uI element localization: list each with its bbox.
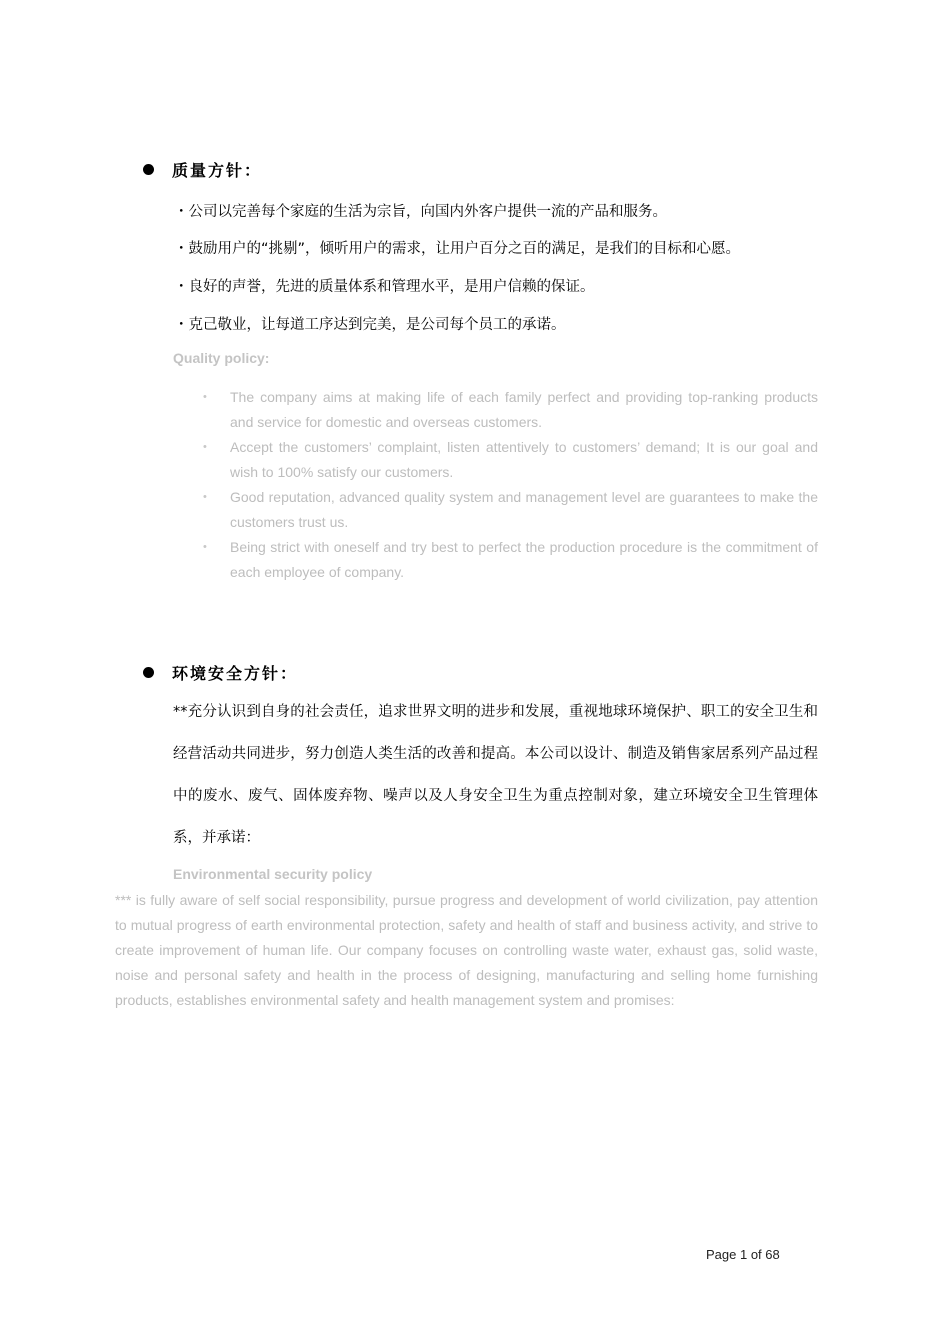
bullet-dot-icon <box>143 164 154 175</box>
quality-cn-line-4: ・克己敬业，让每道工序达到完美，是公司每个员工的承诺。 <box>174 317 566 333</box>
list-item <box>203 535 818 585</box>
quality-cn-line-2: ・鼓励用户的“挑剔”，倾听用户的需求，让用户百分之百的满足，是我们的目标和心愿。 <box>174 241 741 257</box>
small-bullet-icon: • <box>203 441 207 453</box>
environment-heading <box>143 661 298 684</box>
quality-en-list <box>203 385 818 585</box>
small-bullet-icon: • <box>203 541 207 553</box>
quality-cn-line-3: ・良好的声誉，先进的质量体系和管理水平，是用户信赖的保证。 <box>174 279 595 295</box>
quality-en-item-2: Accept the customers’ complaint, listen attentively to customers’ demand; It is our goal and wish to 100% satisfy our customers. <box>230 439 818 480</box>
quality-heading-text: 质量方针： <box>172 161 263 180</box>
small-bullet-icon: • <box>203 391 207 403</box>
quality-en-item-1: The company aims at making life of each family perfect and providing top-ranking products and service for domestic and overseas customers. <box>230 389 818 430</box>
list-item <box>203 435 818 485</box>
quality-heading <box>143 158 262 181</box>
environment-en-heading: Environmental security policy <box>173 866 373 882</box>
list-item <box>203 485 818 535</box>
quality-cn-line-1: ・公司以完善每个家庭的生活为宗旨，向国内外客户提供一流的产品和服务。 <box>174 204 667 220</box>
small-bullet-icon: • <box>203 491 207 503</box>
list-item <box>203 385 818 435</box>
environment-heading-text: 环境安全方针： <box>172 664 299 683</box>
environment-cn-paragraph: **充分认识到自身的社会责任，追求世界文明的进步和发展，重视地球环境保护、职工的安全卫生和经营活动共同进步，努力创造人类生活的改善和提高。本公司以设计、制造及销售家居系列产品过程中的废水、废气、固体废弃物、噪声以及人身安全卫生为重点控制对象，建立环境安全卫生管理体系，并承诺： <box>173 704 818 846</box>
quality-en-item-3: Good reputation, advanced quality system and management level are guarantees to make the customers trust us. <box>230 489 818 530</box>
quality-en-heading: Quality policy: <box>173 350 270 366</box>
quality-en-item-4: Being strict with oneself and try best to perfect the production procedure is the commitment of each employee of company. <box>230 539 818 580</box>
page-number: Page 1 of 68 <box>706 1247 780 1262</box>
bullet-dot-icon <box>143 667 154 678</box>
environment-en-paragraph: *** is fully aware of self social responsibility, pursue progress and development of world civilization, pay attention to mutual progress of earth environmental protection, safety and health of staff and business activity, and strive to create improvement of human life. Our company focuses on controlling waste water, exhaust gas, solid waste, noise and personal safety and health in the process of designing, manufacturing and selling home furnishing products, establishes environmental safety and health management system and promises: <box>115 892 818 1008</box>
